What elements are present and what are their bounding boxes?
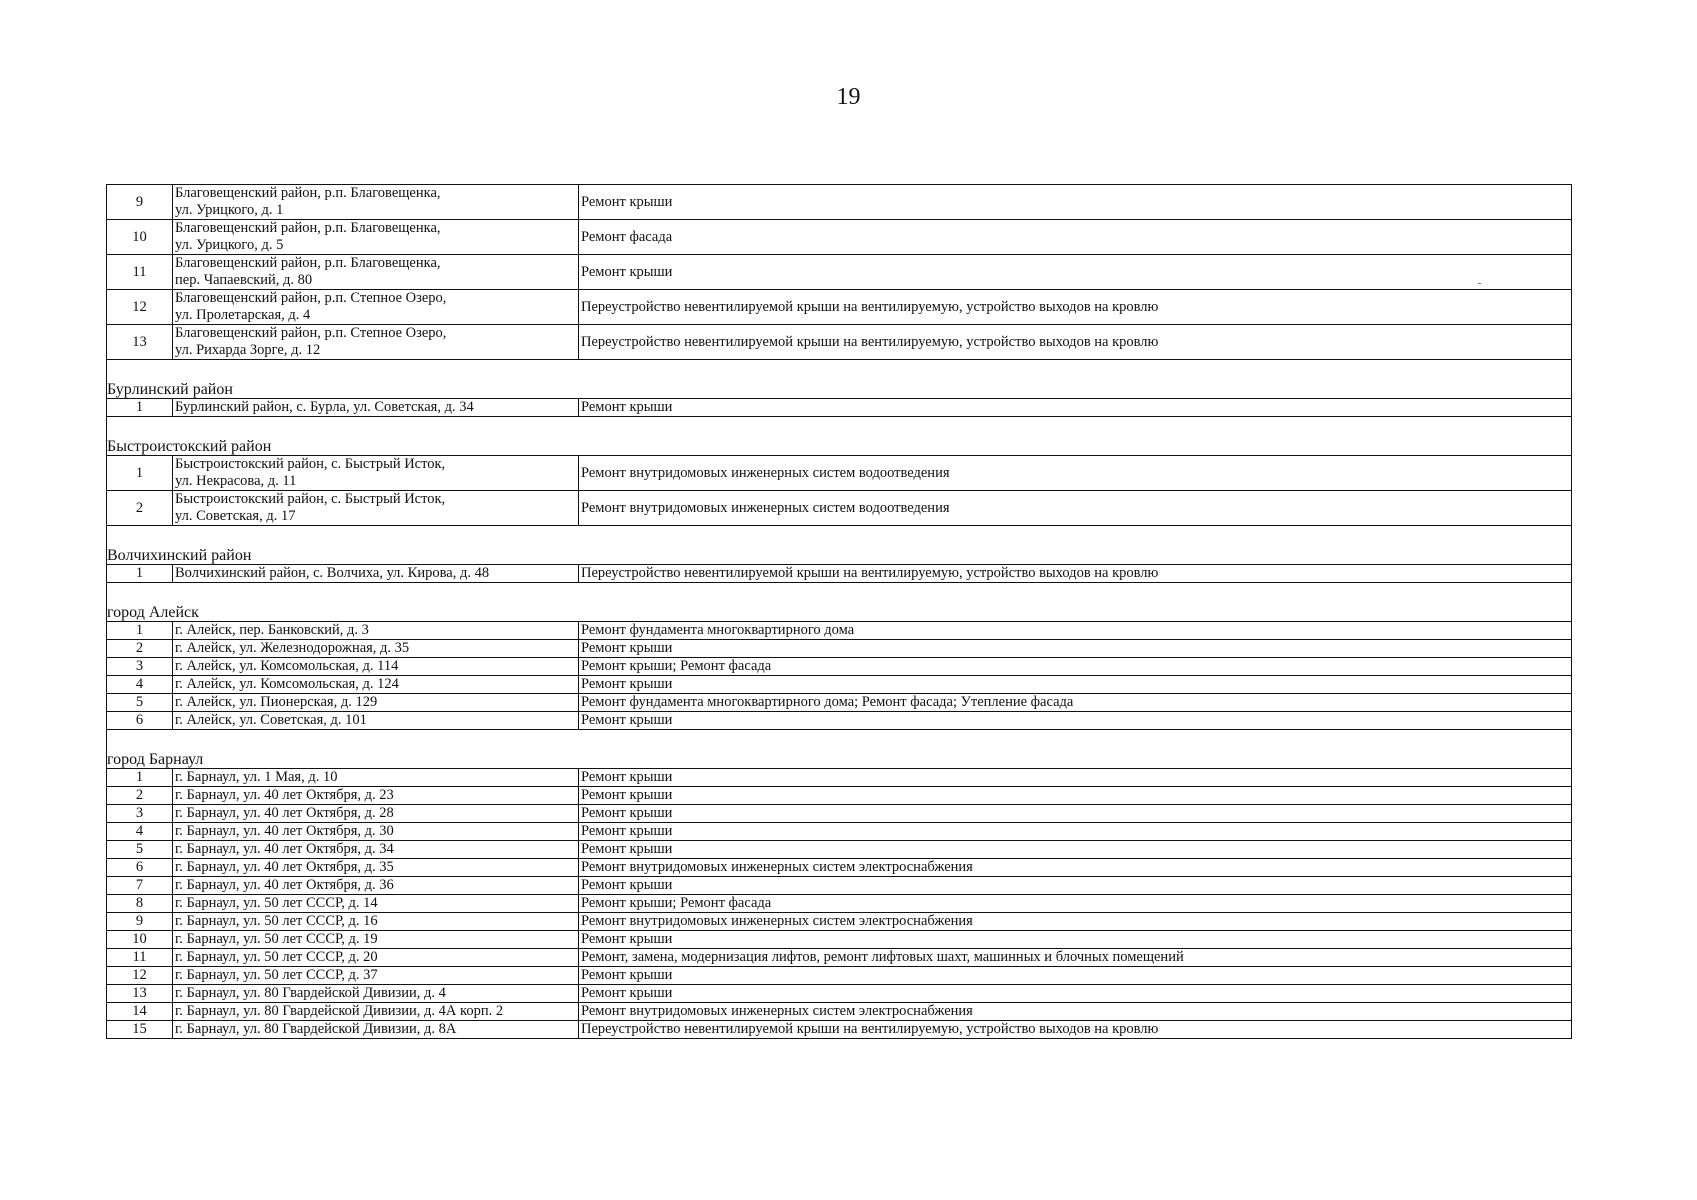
row-number: 7 xyxy=(107,877,173,895)
table-row xyxy=(107,565,1572,583)
address-line: Благовещенский район, р.п. Степное Озеро, xyxy=(175,290,447,306)
repair-table xyxy=(106,184,1572,1039)
address-cell xyxy=(173,255,579,290)
address-cell xyxy=(173,456,579,491)
work-type-cell: Ремонт крыши; Ремонт фасада xyxy=(579,658,1572,676)
table-row xyxy=(107,1003,1572,1021)
table-row xyxy=(107,622,1572,640)
work-type-cell: Ремонт внутридомовых инженерных систем электроснабжения xyxy=(579,859,1572,877)
row-number: 11 xyxy=(107,949,173,967)
address-line: Волчихинский район, с. Волчиха, ул. Кирова, д. 48 xyxy=(175,565,490,581)
table-body xyxy=(107,185,1572,1039)
work-type-cell: Ремонт крыши xyxy=(579,712,1572,730)
address-cell xyxy=(173,565,579,583)
table-row xyxy=(107,220,1572,255)
address-cell xyxy=(173,877,579,895)
address-line: Благовещенский район, р.п. Благовещенка, xyxy=(175,185,441,201)
address-line: Быстроистокский район, с. Быстрый Исток, xyxy=(175,456,446,472)
address-line: г. Барнаул, ул. 80 Гвардейской Дивизии, д. 8А xyxy=(175,1021,457,1037)
address-cell xyxy=(173,325,579,360)
table-row xyxy=(107,841,1572,859)
address-cell xyxy=(173,949,579,967)
address-cell xyxy=(173,931,579,949)
address-line: г. Барнаул, ул. 1 Мая, д. 10 xyxy=(175,769,338,785)
row-number: 15 xyxy=(107,1021,173,1039)
section-title: Быстроистокский район xyxy=(107,417,1572,456)
table-row xyxy=(107,456,1572,491)
work-type-cell: Ремонт внутридомовых инженерных систем водоотведения xyxy=(579,456,1572,491)
row-number: 2 xyxy=(107,491,173,526)
address-line: ул. Урицкого, д. 1 xyxy=(175,202,284,218)
section-header-row xyxy=(107,360,1572,399)
address-line: г. Алейск, ул. Железнодорожная, д. 35 xyxy=(175,640,410,656)
section-header-row xyxy=(107,730,1572,769)
page-number: 19 xyxy=(836,84,861,110)
address-line: Благовещенский район, р.п. Степное Озеро, xyxy=(175,325,447,341)
address-line: г. Барнаул, ул. 80 Гвардейской Дивизии, д. 4А корп. 2 xyxy=(175,1003,504,1019)
work-type-cell: Ремонт крыши xyxy=(579,185,1572,220)
section-title: Бурлинский район xyxy=(107,360,1572,399)
section-title: Волчихинский район xyxy=(107,526,1572,565)
address-cell xyxy=(173,985,579,1003)
address-line: ул. Рихарда Зорге, д. 12 xyxy=(175,342,321,358)
row-number: 12 xyxy=(107,290,173,325)
work-type-cell: Ремонт, замена, модернизация лифтов, ремонт лифтовых шахт, машинных и блочных помещений xyxy=(579,949,1572,967)
work-type-cell: Ремонт крыши xyxy=(579,985,1572,1003)
table-row xyxy=(107,967,1572,985)
work-type-cell: Ремонт внутридомовых инженерных систем электроснабжения xyxy=(579,913,1572,931)
section-header-row xyxy=(107,526,1572,565)
address-cell xyxy=(173,694,579,712)
row-number: 4 xyxy=(107,823,173,841)
address-cell xyxy=(173,1021,579,1039)
work-type-cell: Переустройство невентилируемой крыши на вентилируемую, устройство выходов на кровлю xyxy=(579,565,1572,583)
address-cell xyxy=(173,220,579,255)
work-type-cell: Ремонт внутридомовых инженерных систем водоотведения xyxy=(579,491,1572,526)
row-number: 9 xyxy=(107,913,173,931)
work-type-cell: Ремонт крыши xyxy=(579,841,1572,859)
table-row xyxy=(107,399,1572,417)
row-number: 14 xyxy=(107,1003,173,1021)
address-line: г. Алейск, ул. Комсомольская, д. 124 xyxy=(175,676,399,692)
table-row xyxy=(107,185,1572,220)
row-number: 13 xyxy=(107,325,173,360)
address-cell xyxy=(173,640,579,658)
address-cell xyxy=(173,658,579,676)
table-row xyxy=(107,859,1572,877)
table-row xyxy=(107,712,1572,730)
work-type-cell: Переустройство невентилируемой крыши на вентилируемую, устройство выходов на кровлю xyxy=(579,325,1572,360)
section-title: город Алейск xyxy=(107,583,1572,622)
address-line: Быстроистокский район, с. Быстрый Исток, xyxy=(175,491,446,507)
work-type-cell: Ремонт крыши; Ремонт фасада xyxy=(579,895,1572,913)
work-type-cell: Ремонт внутридомовых инженерных систем электроснабжения xyxy=(579,1003,1572,1021)
table-row xyxy=(107,769,1572,787)
work-type-cell: Ремонт крыши xyxy=(579,805,1572,823)
scan-speck xyxy=(1478,283,1481,284)
work-type-cell: Ремонт крыши xyxy=(579,676,1572,694)
row-number: 10 xyxy=(107,931,173,949)
address-cell xyxy=(173,805,579,823)
address-cell xyxy=(173,1003,579,1021)
row-number: 12 xyxy=(107,967,173,985)
work-type-cell: Ремонт крыши xyxy=(579,399,1572,417)
work-type-cell: Ремонт фундамента многоквартирного дома; Ремонт фасада; Утепление фасада xyxy=(579,694,1572,712)
address-line: г. Барнаул, ул. 40 лет Октября, д. 23 xyxy=(175,787,394,803)
table-row xyxy=(107,805,1572,823)
address-line: г. Барнаул, ул. 50 лет СССР, д. 14 xyxy=(175,895,378,911)
row-number: 4 xyxy=(107,676,173,694)
row-number: 8 xyxy=(107,895,173,913)
row-number: 1 xyxy=(107,769,173,787)
address-line: ул. Пролетарская, д. 4 xyxy=(175,307,311,323)
address-cell xyxy=(173,676,579,694)
section-title: город Барнаул xyxy=(107,730,1572,769)
row-number: 10 xyxy=(107,220,173,255)
address-line: Бурлинский район, с. Бурла, ул. Советская, д. 34 xyxy=(175,399,474,415)
work-type-cell: Ремонт фундамента многоквартирного дома xyxy=(579,622,1572,640)
table-row xyxy=(107,658,1572,676)
address-line: г. Барнаул, ул. 40 лет Октября, д. 28 xyxy=(175,805,394,821)
address-cell xyxy=(173,895,579,913)
address-cell xyxy=(173,622,579,640)
address-cell xyxy=(173,290,579,325)
section-header-row xyxy=(107,583,1572,622)
address-line: г. Барнаул, ул. 40 лет Октября, д. 35 xyxy=(175,859,394,875)
row-number: 5 xyxy=(107,694,173,712)
work-type-cell: Переустройство невентилируемой крыши на вентилируемую, устройство выходов на кровлю xyxy=(579,290,1572,325)
table-row xyxy=(107,1021,1572,1039)
address-cell xyxy=(173,913,579,931)
table-row xyxy=(107,949,1572,967)
work-type-cell: Ремонт крыши xyxy=(579,255,1572,290)
address-cell xyxy=(173,859,579,877)
address-line: г. Барнаул, ул. 50 лет СССР, д. 20 xyxy=(175,949,378,965)
row-number: 2 xyxy=(107,787,173,805)
address-cell xyxy=(173,841,579,859)
work-type-cell: Ремонт крыши xyxy=(579,877,1572,895)
table-row xyxy=(107,931,1572,949)
table-row xyxy=(107,491,1572,526)
address-line: г. Алейск, пер. Банковский, д. 3 xyxy=(175,622,369,638)
table-row xyxy=(107,913,1572,931)
address-line: г. Барнаул, ул. 40 лет Октября, д. 30 xyxy=(175,823,394,839)
address-line: г. Барнаул, ул. 50 лет СССР, д. 19 xyxy=(175,931,378,947)
row-number: 1 xyxy=(107,399,173,417)
address-line: г. Барнаул, ул. 40 лет Октября, д. 36 xyxy=(175,877,394,893)
table-row xyxy=(107,787,1572,805)
address-cell xyxy=(173,787,579,805)
work-type-cell: Ремонт крыши xyxy=(579,640,1572,658)
work-type-cell: Ремонт крыши xyxy=(579,967,1572,985)
row-number: 6 xyxy=(107,859,173,877)
address-line: Благовещенский район, р.п. Благовещенка, xyxy=(175,255,441,271)
work-type-cell: Ремонт крыши xyxy=(579,823,1572,841)
address-line: пер. Чапаевский, д. 80 xyxy=(175,272,313,288)
address-line: ул. Урицкого, д. 5 xyxy=(175,237,284,253)
table-row xyxy=(107,823,1572,841)
row-number: 11 xyxy=(107,255,173,290)
address-cell xyxy=(173,967,579,985)
address-line: г. Барнаул, ул. 50 лет СССР, д. 37 xyxy=(175,967,378,983)
address-line: ул. Некрасова, д. 11 xyxy=(175,473,297,489)
address-line: Благовещенский район, р.п. Благовещенка, xyxy=(175,220,441,236)
address-cell xyxy=(173,399,579,417)
address-cell xyxy=(173,185,579,220)
row-number: 3 xyxy=(107,658,173,676)
address-line: г. Барнаул, ул. 80 Гвардейской Дивизии, д. 4 xyxy=(175,985,446,1001)
row-number: 13 xyxy=(107,985,173,1003)
row-number: 5 xyxy=(107,841,173,859)
row-number: 9 xyxy=(107,185,173,220)
row-number: 6 xyxy=(107,712,173,730)
work-type-cell: Переустройство невентилируемой крыши на вентилируемую, устройство выходов на кровлю xyxy=(579,1021,1572,1039)
address-cell xyxy=(173,712,579,730)
address-cell xyxy=(173,823,579,841)
address-line: г. Алейск, ул. Комсомольская, д. 114 xyxy=(175,658,399,674)
table-row xyxy=(107,895,1572,913)
row-number: 2 xyxy=(107,640,173,658)
address-line: г. Барнаул, ул. 40 лет Октября, д. 34 xyxy=(175,841,394,857)
work-type-cell: Ремонт крыши xyxy=(579,769,1572,787)
table-row xyxy=(107,877,1572,895)
table-row xyxy=(107,676,1572,694)
address-line: г. Алейск, ул. Советская, д. 101 xyxy=(175,712,367,728)
table-row xyxy=(107,325,1572,360)
address-line: ул. Советская, д. 17 xyxy=(175,508,296,524)
table-row xyxy=(107,694,1572,712)
address-cell xyxy=(173,491,579,526)
address-cell xyxy=(173,769,579,787)
table-row xyxy=(107,255,1572,290)
row-number: 3 xyxy=(107,805,173,823)
row-number: 1 xyxy=(107,622,173,640)
work-type-cell: Ремонт фасада xyxy=(579,220,1572,255)
table-row xyxy=(107,640,1572,658)
work-type-cell: Ремонт крыши xyxy=(579,787,1572,805)
address-line: г. Алейск, ул. Пионерская, д. 129 xyxy=(175,694,378,710)
table-row xyxy=(107,290,1572,325)
row-number: 1 xyxy=(107,456,173,491)
table-row xyxy=(107,985,1572,1003)
work-type-cell: Ремонт крыши xyxy=(579,931,1572,949)
row-number: 1 xyxy=(107,565,173,583)
address-line: г. Барнаул, ул. 50 лет СССР, д. 16 xyxy=(175,913,378,929)
section-header-row xyxy=(107,417,1572,456)
